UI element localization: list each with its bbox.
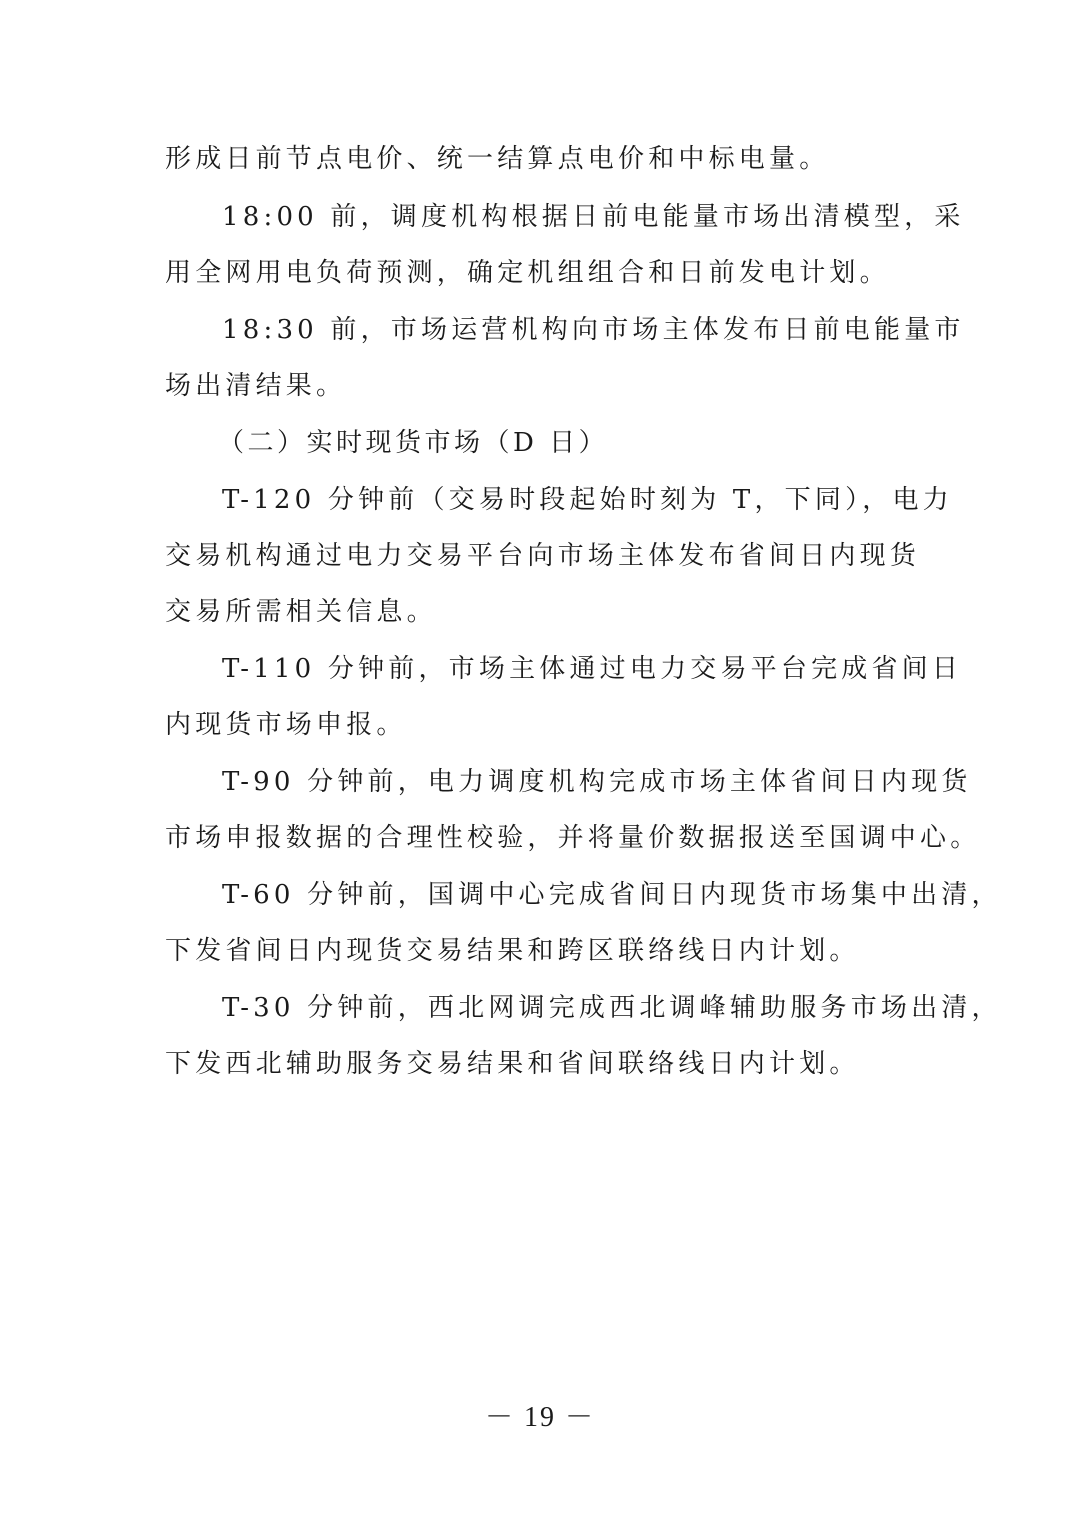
text-line: T-120 分钟前（交易时段起始时刻为 T，下同），电力 (222, 485, 953, 515)
page-number: － 19 － (484, 1402, 595, 1433)
text-line: T-30 分钟前，西北网调完成西北调峰辅助服务市场出清， (222, 993, 1002, 1023)
text-line: 18:30 前，市场运营机构向市场主体发布日前电能量市 (222, 315, 965, 345)
text-line: 场出清结果。 (165, 371, 347, 401)
text-line: T-90 分钟前，电力调度机构完成市场主体省间日内现货 (222, 767, 972, 797)
text-line: 市场申报数据的合理性校验，并将量价数据报送至国调中心。 (165, 823, 981, 853)
text-line: 交易所需相关信息。 (165, 597, 437, 627)
text-line: 18:00 前，调度机构根据日前电能量市场出清模型，采 (222, 202, 965, 232)
text-line: 用全网用电负荷预测，确定机组组合和日前发电计划。 (165, 258, 890, 288)
text-line: 形成日前节点电价、统一结算点电价和中标电量。 (165, 144, 830, 174)
text-line: 交易机构通过电力交易平台向市场主体发布省间日内现货 (165, 541, 921, 571)
section-heading: （二）实时现货市场（D 日） (218, 428, 609, 458)
text-line: T-60 分钟前，国调中心完成省间日内现货市场集中出清， (222, 880, 1002, 910)
text-line: 下发省间日内现货交易结果和跨区联络线日内计划。 (165, 936, 860, 966)
text-line: 下发西北辅助服务交易结果和省间联络线日内计划。 (165, 1049, 860, 1079)
text-line: 内现货市场申报。 (165, 710, 407, 740)
text-line: T-110 分钟前，市场主体通过电力交易平台完成省间日 (222, 654, 963, 684)
